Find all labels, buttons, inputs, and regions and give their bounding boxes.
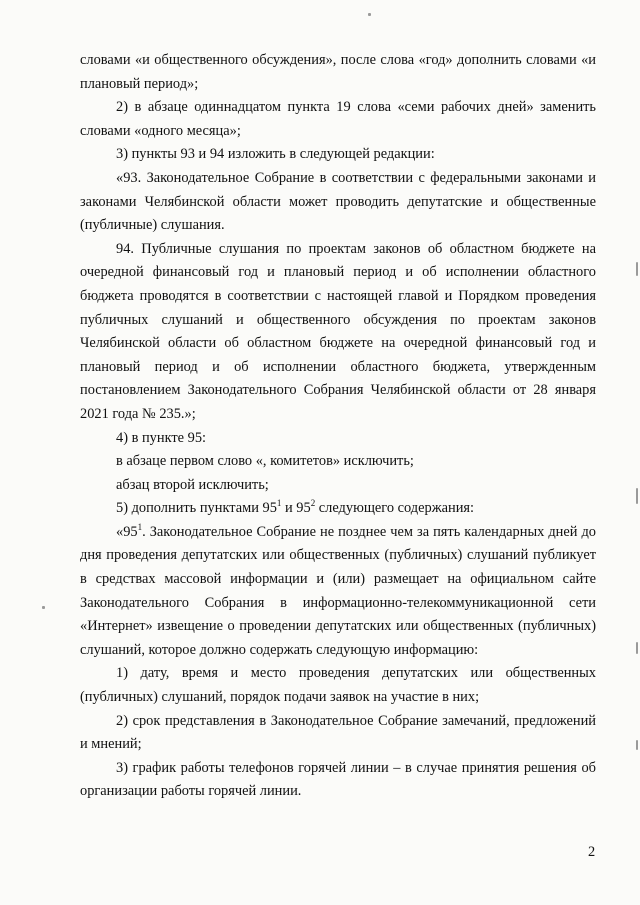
paragraph-item-2: 2) в абзаце одиннадцатом пункта 19 слова «семи рабочих дней» заменить словами «одного месяца»; bbox=[80, 99, 596, 139]
scan-speck bbox=[42, 606, 45, 609]
superscript-1: 1 bbox=[276, 498, 282, 509]
paragraph-item-5 bbox=[80, 497, 596, 521]
superscript-2: 2 bbox=[310, 498, 316, 509]
paragraph-abzac-2: абзац второй исключить; bbox=[116, 476, 269, 493]
item-5-text-a: 5) дополнить пунктами 95 bbox=[116, 500, 277, 517]
paragraph-subitem-1: 1) дату, время и место проведения депутатских или общественных (публичных) слушаний, порядок подачи заявок на участие в них; bbox=[80, 665, 596, 706]
superscript-1b: 1 bbox=[137, 522, 143, 533]
paragraph-subitem-3: 3) график работы телефонов горячей линии – в случае принятия решения об организации работы горячей линии. bbox=[80, 759, 596, 800]
paragraph-item-4: 4) в пункте 95: bbox=[116, 429, 207, 446]
scan-speck bbox=[636, 740, 638, 750]
scan-speck bbox=[636, 642, 638, 654]
paragraph-continuation: словами «и общественного обсуждения», после слова «год» дополнить словами «и плановый период»; bbox=[80, 52, 596, 92]
paragraph-subitem-2: 2) срок представления в Законодательное Собрание замечаний, предложений и мнений; bbox=[80, 712, 596, 753]
point-95-1-prefix: «95 bbox=[116, 523, 138, 540]
point-95-1-text: . Законодательное Собрание не позднее чем за пять календарных дней до дня проведения депутатских или общественных (публичных) слушаний публикует в средствах массовой информации и (или) размещает на официальном сайте Законодательного Собрания в информационно-телекоммуникационной сети «Интернет» извещение о проведении депутатских или общественных (публичных) слушаний, которое должно содержать следующую информацию: bbox=[80, 523, 596, 658]
item-5-text-b: и 95 bbox=[281, 500, 311, 517]
item-5-text-c: следующего содержания: bbox=[315, 500, 475, 517]
paragraph-item-3: 3) пункты 93 и 94 изложить в следующей редакции: bbox=[116, 146, 435, 163]
document-body bbox=[80, 49, 596, 804]
scan-speck bbox=[368, 13, 371, 16]
paragraph-abzac-1: в абзаце первом слово «, комитетов» исключить; bbox=[116, 453, 414, 470]
scan-speck bbox=[636, 262, 638, 276]
scan-speck bbox=[636, 488, 638, 504]
paragraph-point-93: «93. Законодательное Собрание в соответствии с федеральными законами и законами Челябинской области может проводить депутатские и общественные (публичные) слушания. bbox=[80, 169, 596, 234]
page-number: 2 bbox=[588, 844, 596, 860]
paragraph-point-94: 94. Публичные слушания по проектам законов об областном бюджете на очередной финансовый год и плановый период и об исполнении областного бюджета проводятся в соответствии с настоящей главой и Порядком проведения публичных слушаний и общественного обсуждения по проектам законов Челябинской области об областном бюджете на очередной финансовый год и плановый период и об исполнении областного бюджета, утвержденным постановлением Законодательного Собрания Челябинской области от 28 января 2021 года № 235.»; bbox=[80, 240, 596, 422]
paragraph-point-95-1 bbox=[80, 521, 596, 663]
